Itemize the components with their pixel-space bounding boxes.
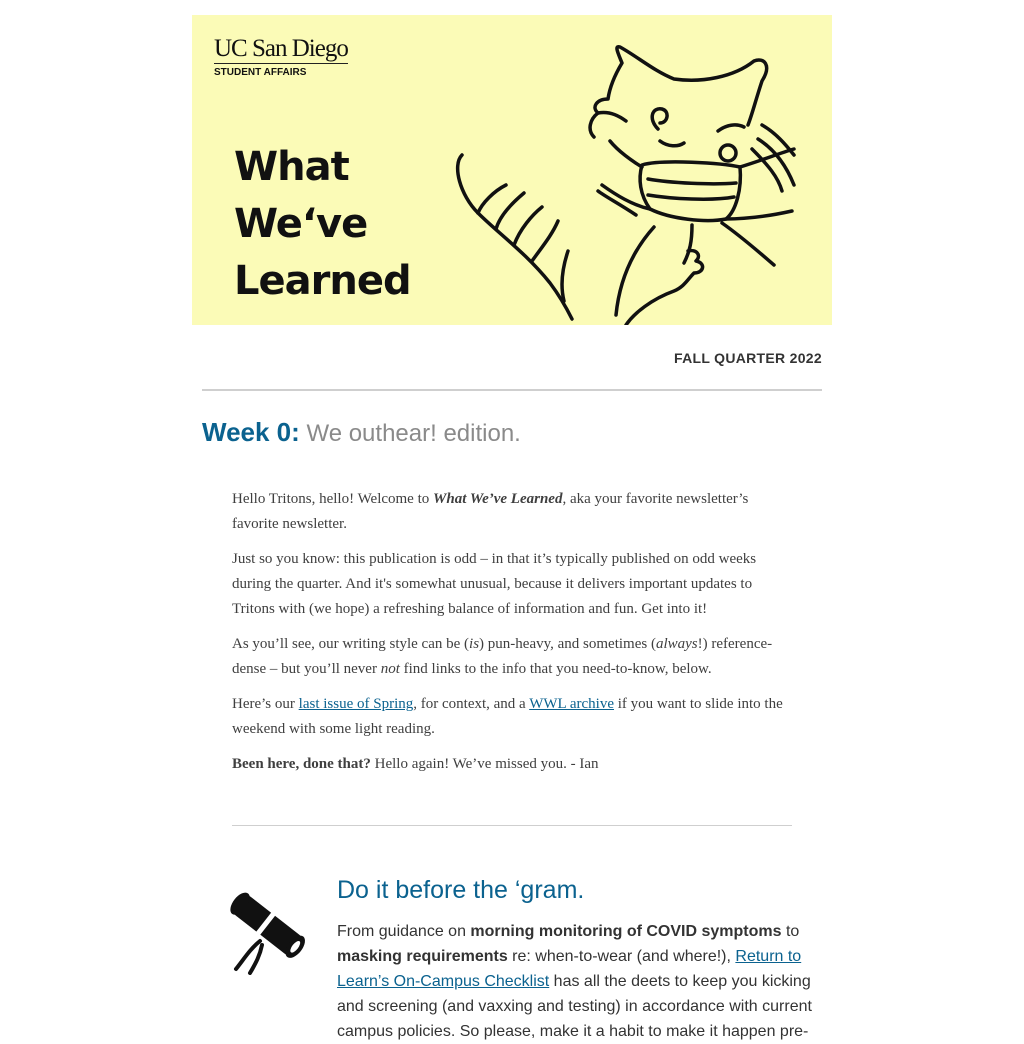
text-run: has all the deets to keep you kicking and screening (and vaxxing and testing) in accordance with current campus policies. So please, make it a habit to make it happen pre-: [337, 973, 812, 1040]
newsletter-title: [234, 139, 411, 310]
section-checklist: [337, 873, 817, 1044]
title-line: We‘ve: [234, 201, 368, 247]
text-run: Hello again! We’ve missed you. - Ian: [370, 756, 599, 772]
intro-paragraph: [232, 632, 792, 682]
text-run: find links to the info that you need-to-know, below.: [399, 661, 712, 677]
edition-name: We outhear! edition.: [306, 420, 521, 447]
ucsd-logo[interactable]: [214, 35, 348, 78]
text-run: Hello Tritons, hello! Welcome to: [232, 491, 434, 507]
newsletter: [192, 15, 832, 1040]
text-run: !) reference-dense – but you’ll never: [232, 636, 773, 677]
divider: [232, 825, 792, 826]
section-heading: Do it before the ‘gram.: [337, 876, 585, 904]
masked-cat-illustration: [422, 15, 832, 325]
week-label: Week 0:: [202, 417, 300, 447]
archive-link[interactable]: WWL archive: [529, 696, 614, 712]
title-line: What: [234, 144, 349, 190]
logo-rule: [214, 63, 348, 64]
text-run: masking requirements: [337, 948, 508, 965]
text-run: Here’s our: [232, 696, 299, 712]
text-run: re: when-to-wear (and where!),: [507, 948, 736, 965]
intro-paragraph: [232, 752, 792, 777]
issue-quarter: FALL QUARTER 2022: [674, 350, 822, 366]
intro-body: [232, 487, 792, 787]
text-run: ) pun-heavy, and sometimes (: [479, 636, 656, 652]
text-run: if you want to slide into the weekend with some light reading.: [232, 696, 783, 737]
text-run: As you’ll see, our writing style can be (: [232, 636, 470, 652]
intro-paragraph: [232, 692, 792, 742]
diploma-scroll-icon: [220, 883, 312, 975]
header-banner: [192, 15, 832, 325]
issue-heading: [202, 417, 521, 448]
text-run: , for context, and a: [413, 696, 530, 712]
publication-name: What We’ve Learned: [433, 491, 563, 507]
text-run: From guidance on: [337, 923, 471, 940]
text-run: to: [781, 923, 800, 940]
text-run: Been here, done that?: [232, 756, 371, 772]
checklist-link[interactable]: Return to Learn’s On-Campus Checklist: [337, 948, 802, 990]
text-run: is: [469, 636, 480, 652]
logo-org-name: UC San Diego: [214, 35, 348, 62]
text-run: not: [380, 661, 400, 677]
section-text: [337, 919, 817, 1044]
title-line: Learned: [234, 258, 411, 304]
intro-paragraph: [232, 487, 792, 537]
text-run: always: [655, 636, 698, 652]
text-run: , aka your favorite newsletter’s favorite newsletter.: [232, 491, 749, 532]
last-issue-link[interactable]: last issue of Spring: [298, 696, 414, 712]
intro-paragraph: Just so you know: this publication is odd – in that it’s typically published on odd weeks during the quarter. And it's somewhat unusual, because it delivers important updates to Tritons with (we hope) a refreshing balance of information and fun. Get into it!: [232, 551, 757, 617]
logo-org-sub: STUDENT AFFAIRS: [214, 67, 307, 78]
divider: [202, 389, 822, 391]
text-run: morning monitoring of COVID symptoms: [470, 923, 782, 940]
